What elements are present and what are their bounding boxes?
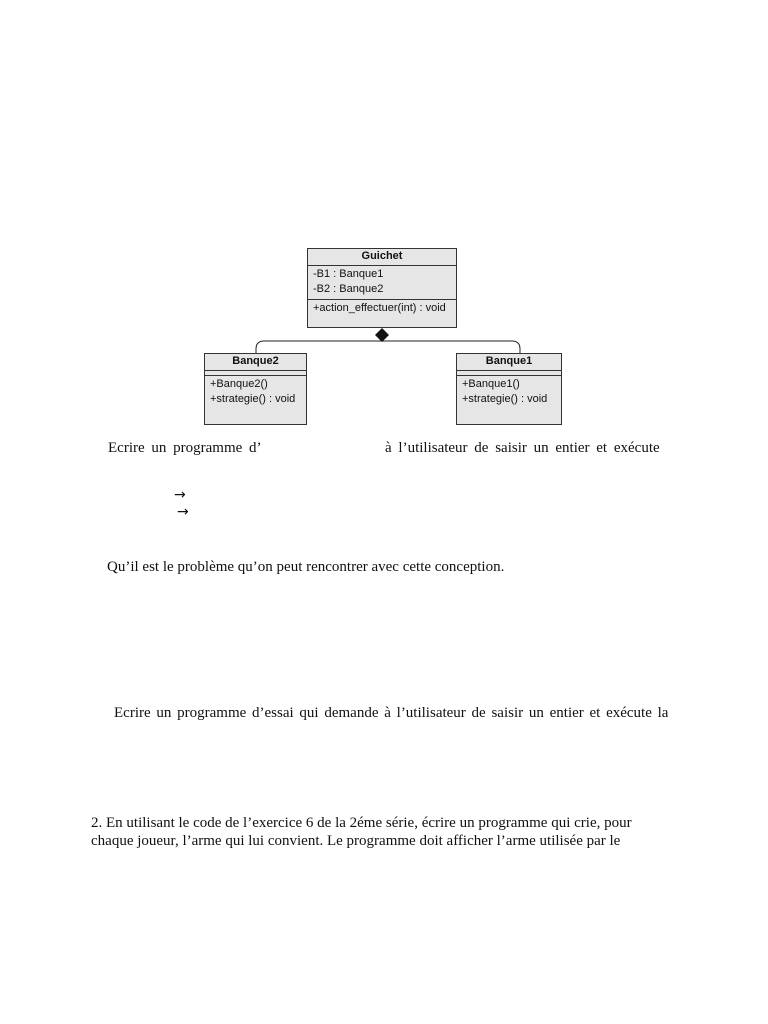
instruction-text-left: Ecrire un programme d’ <box>108 440 262 456</box>
question-text: Qu’il est le problème qu’on peut rencontrer avec cette conception. <box>107 559 505 575</box>
class-banque1-operations <box>457 376 561 409</box>
class-guichet <box>307 248 457 328</box>
class-guichet-name: Guichet <box>308 249 456 266</box>
class-guichet-operations <box>308 300 456 318</box>
composition-diamond <box>375 328 389 342</box>
exercise-instruction: Ecrire un programme d’essai qui demande à l’utilisateur de saisir un entier et exécute la <box>114 705 669 721</box>
class-banque1 <box>456 353 562 425</box>
instruction-text-right: à l’utilisateur de saisir un entier et exécute <box>385 440 660 456</box>
class-guichet-attribute: -B2 : Banque2 <box>313 283 384 295</box>
arrow-right-icon: → <box>177 504 189 520</box>
class-banque2-operation: +strategie() : void <box>210 393 296 405</box>
item-2-line-2: chaque joueur, l’arme qui lui convient. Le programme doit afficher l’arme utilisée par le <box>91 833 621 849</box>
class-banque2 <box>204 353 307 425</box>
class-guichet-operation: +action_effectuer(int) : void <box>313 302 446 314</box>
class-guichet-attributes <box>308 266 456 300</box>
class-banque1-operation: +Banque1() <box>462 378 520 390</box>
class-guichet-attribute: -B1 : Banque1 <box>313 268 384 280</box>
class-banque1-name: Banque1 <box>457 354 561 371</box>
item-2-line-1: 2. En utilisant le code de l’exercice 6 de la 2éme série, écrire un programme qui crie, pour <box>91 815 632 831</box>
class-banque2-operation: +Banque2() <box>210 378 268 390</box>
class-banque1-operation: +strategie() : void <box>462 393 548 405</box>
arrow-right-icon: → <box>174 487 186 503</box>
class-banque2-operations <box>205 376 306 409</box>
class-banque2-name: Banque2 <box>205 354 306 371</box>
